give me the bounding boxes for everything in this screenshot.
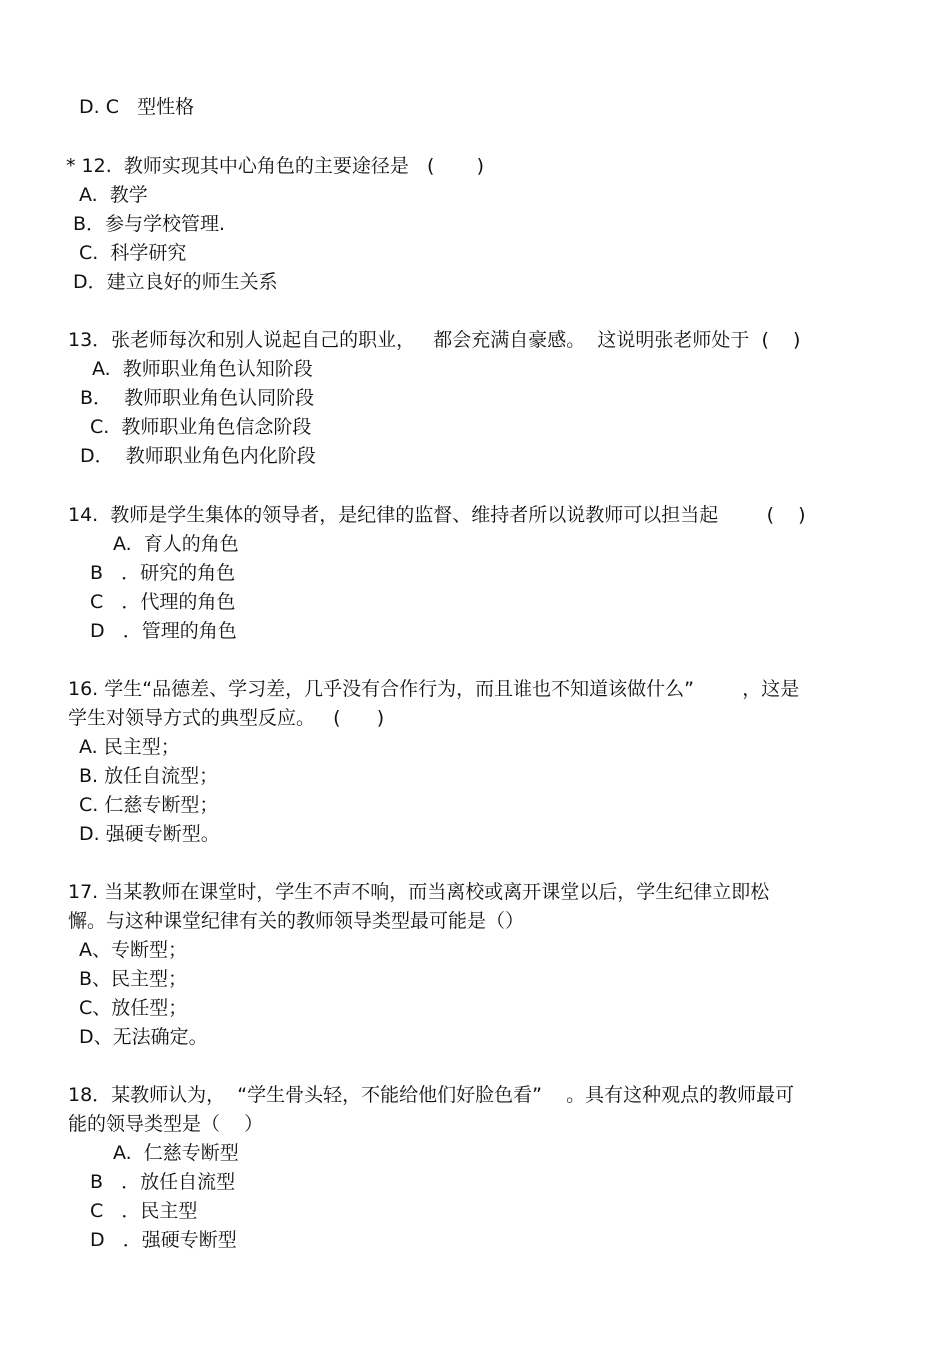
q16-option-d: D. 强硬专断型。 bbox=[79, 823, 220, 845]
q16-option-a: A. 民主型； bbox=[79, 736, 180, 758]
q11-option-d: D. C 型性格 bbox=[79, 96, 195, 118]
q18-option-c: C ．民主型 bbox=[90, 1200, 198, 1222]
q12-stem: * 12. 教师实现其中心角色的主要途径是 ( ) bbox=[66, 155, 485, 177]
q13-option-d: D． 教师职业角色内化阶段 bbox=[80, 445, 316, 467]
q18-option-d: D ．强硬专断型 bbox=[90, 1229, 237, 1251]
q17-option-d: D、无法确定。 bbox=[79, 1026, 208, 1048]
q17-stem-line2: 懈。与这种课堂纪律有关的教师领导类型最可能是（） bbox=[68, 910, 525, 932]
q14-option-c: C ．代理的角色 bbox=[90, 591, 236, 613]
q18-option-a: A. 仁慈专断型 bbox=[113, 1142, 239, 1164]
q16-stem-line2: 学生对领导方式的典型反应。 ( ) bbox=[68, 707, 385, 729]
q18-option-b: B ．放任自流型 bbox=[90, 1171, 236, 1193]
q14-option-a: A. 育人的角色 bbox=[113, 533, 239, 555]
q14-stem: 14. 教师是学生集体的领导者，是纪律的监督、维持者所以说教师可以担当起 ( ) bbox=[68, 504, 806, 526]
q14-option-b: B ．研究的角色 bbox=[90, 562, 236, 584]
q13-option-b: B． 教师职业角色认同阶段 bbox=[80, 387, 315, 409]
q18-stem-line2: 能的领导类型是（ ） bbox=[68, 1113, 264, 1135]
q12-option-a: A. 教学 bbox=[79, 184, 148, 206]
q12-option-c: C. 科学研究 bbox=[79, 242, 187, 264]
q13-option-a: A. 教师职业角色认知阶段 bbox=[92, 358, 313, 380]
q13-stem: 13．张老师每次和别人说起自己的职业， 都会充满自豪感。 这说明张老师处于 ( ) bbox=[68, 329, 801, 351]
q16-stem-line1: 16. 学生“品德差、学习差，几乎没有合作行为，而且谁也不知道该做什么” ，这是 bbox=[68, 678, 800, 700]
q17-option-c: C、放任型； bbox=[79, 997, 188, 1019]
q12-option-b: B．参与学校管理. bbox=[73, 213, 226, 235]
q17-stem-line1: 17. 当某教师在课堂时，学生不声不响，而当离校或离开课堂以后，学生纪律立即松 bbox=[68, 881, 770, 903]
q18-stem-line1: 18．某教师认为， “学生骨头轻，不能给他们好脸色看” 。具有这种观点的教师最可 bbox=[68, 1084, 795, 1106]
q16-option-b: B. 放任自流型； bbox=[79, 765, 219, 787]
q17-option-b: B、民主型； bbox=[79, 968, 188, 990]
q16-option-c: C. 仁慈专断型； bbox=[79, 794, 219, 816]
q13-option-c: C. 教师职业角色信念阶段 bbox=[90, 416, 312, 438]
q14-option-d: D ．管理的角色 bbox=[90, 620, 237, 642]
q12-option-d: D．建立良好的师生关系 bbox=[73, 271, 278, 293]
q17-option-a: A、专断型； bbox=[79, 939, 187, 961]
